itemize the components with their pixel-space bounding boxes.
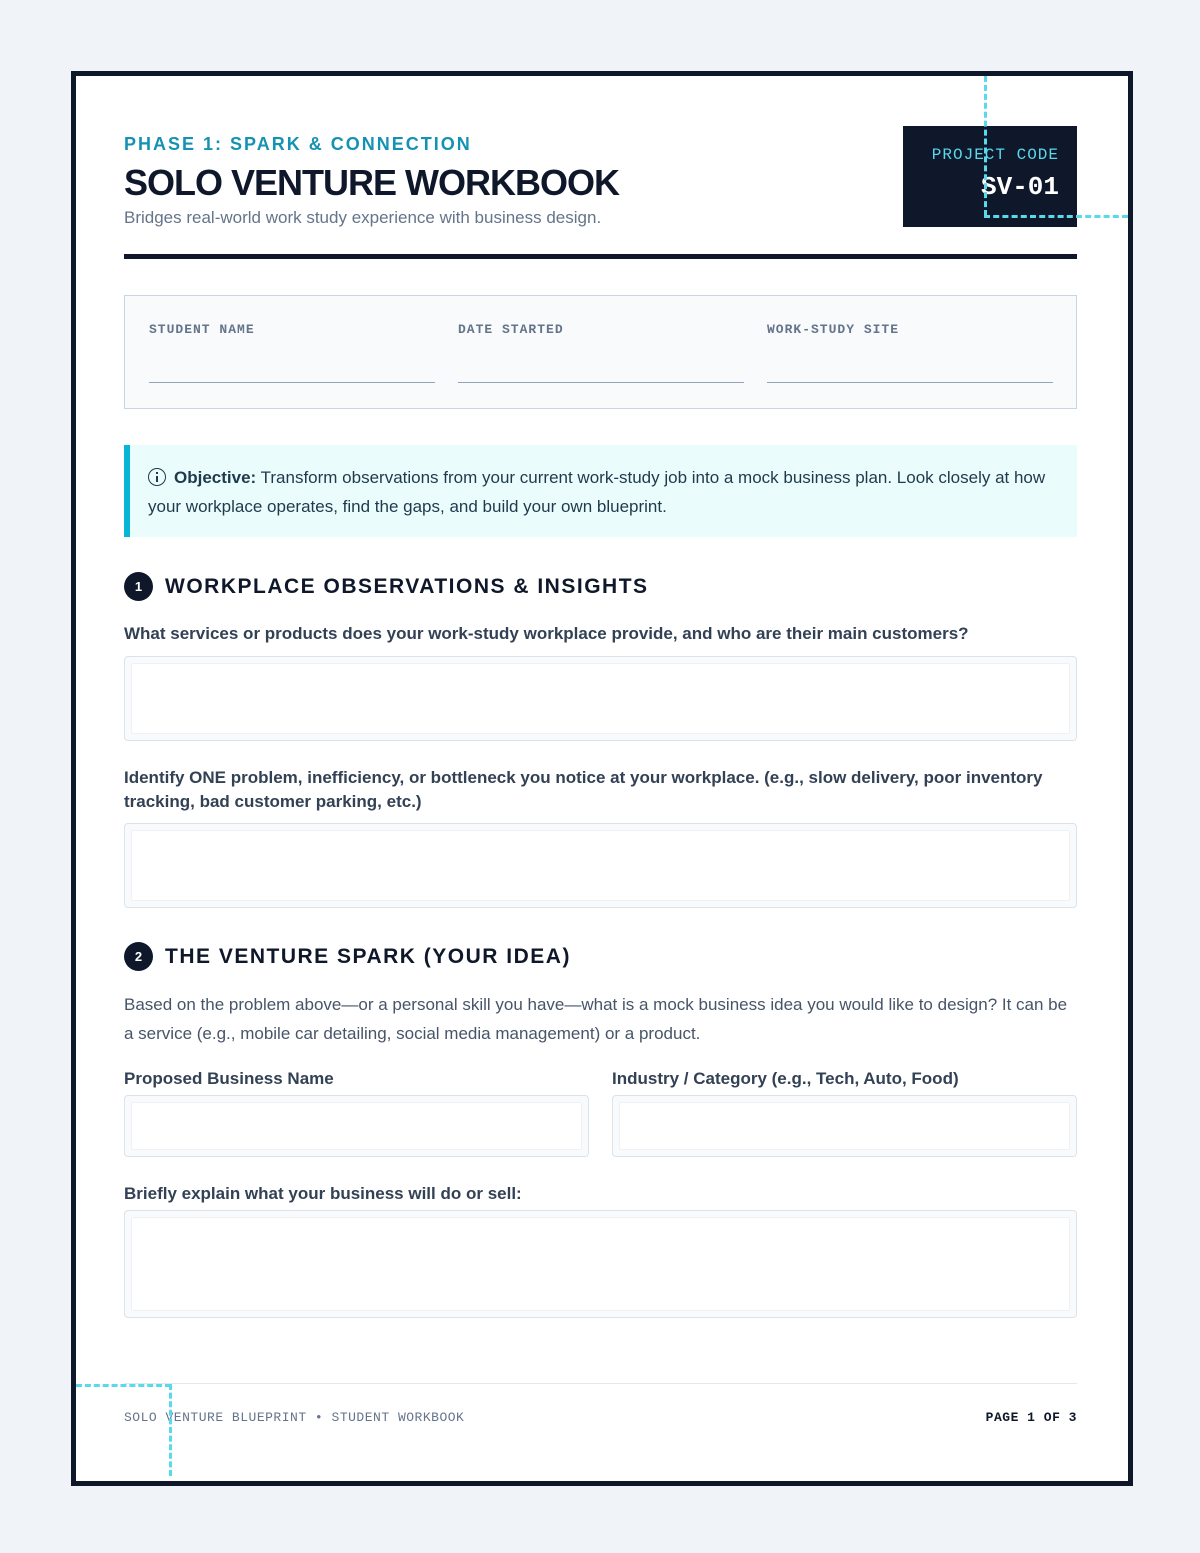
business-name-input[interactable]: [131, 1102, 582, 1150]
student-name-line[interactable]: [149, 382, 435, 383]
section-1-title: WORKPLACE OBSERVATIONS & INSIGHTS: [165, 574, 649, 598]
student-name-label: STUDENT NAME: [149, 322, 255, 337]
question-problem: Identify ONE problem, inefficiency, or bottleneck you notice at your workplace. (e.g., slow delivery, poor inventory tracking, bad customer parking, etc.): [124, 768, 1043, 811]
business-name-label: Proposed Business Name: [124, 1069, 334, 1088]
guide-line-bottom-vertical: [169, 1384, 172, 1476]
industry-input[interactable]: [619, 1102, 1070, 1150]
answer-services-input[interactable]: [131, 663, 1070, 734]
section-2-heading: [124, 942, 571, 971]
date-started-line[interactable]: [458, 382, 744, 383]
project-code-badge: [903, 126, 1077, 227]
business-explain-box[interactable]: [124, 1210, 1077, 1318]
project-code-value: SV-01: [980, 172, 1059, 202]
section-1-heading: [124, 572, 649, 601]
venture-prompt: Based on the problem above—or a personal skill you have—what is a mock business idea you would like to design? It can be a service (e.g., mobile car detailing, social media management) or a product.: [124, 995, 1068, 1043]
section-1-number: 1: [124, 572, 153, 601]
guide-line-bottom-horizontal: [76, 1384, 171, 1387]
industry-label: Industry / Category (e.g., Tech, Auto, Food): [612, 1069, 959, 1088]
objective-callout: [124, 445, 1077, 537]
header-divider: [124, 254, 1077, 259]
objective-text: Transform observations from your current work-study job into a mock business plan. Look closely at how your workplace operates, find the gaps, and build your own blueprint.: [148, 468, 1046, 516]
business-explain-input[interactable]: [131, 1217, 1070, 1311]
explain-label: Briefly explain what your business will do or sell:: [124, 1184, 522, 1203]
footer-title: SOLO VENTURE BLUEPRINT • STUDENT WORKBOOK: [124, 1410, 465, 1425]
question-services: What services or products does your work-study workplace provide, and who are their main customers?: [124, 624, 969, 643]
section-2-title: THE VENTURE SPARK (YOUR IDEA): [165, 944, 571, 968]
section-2-number: 2: [124, 942, 153, 971]
answer-problem-input[interactable]: [131, 830, 1070, 901]
phase-label: PHASE 1: SPARK & CONNECTION: [124, 134, 472, 154]
student-info-panel: [124, 295, 1077, 409]
industry-box[interactable]: [612, 1095, 1077, 1157]
guide-line-top-vertical: [984, 76, 987, 216]
workbook-page: [71, 71, 1133, 1486]
work-study-site-line[interactable]: [767, 382, 1053, 383]
info-icon: [148, 468, 166, 486]
page-title: SOLO VENTURE WORKBOOK: [124, 162, 620, 203]
objective-label: Objective:: [174, 468, 257, 487]
project-code-label: PROJECT CODE: [931, 146, 1059, 164]
footer-divider: [124, 1383, 1077, 1384]
page-number: PAGE 1 OF 3: [985, 1410, 1077, 1425]
date-started-label: DATE STARTED: [458, 322, 564, 337]
answer-services-box[interactable]: [124, 656, 1077, 741]
page-subtitle: Bridges real-world work study experience with business design.: [124, 208, 602, 227]
answer-problem-box[interactable]: [124, 823, 1077, 908]
business-name-box[interactable]: [124, 1095, 589, 1157]
guide-line-top-horizontal: [984, 215, 1128, 218]
work-study-site-label: WORK-STUDY SITE: [767, 322, 900, 337]
